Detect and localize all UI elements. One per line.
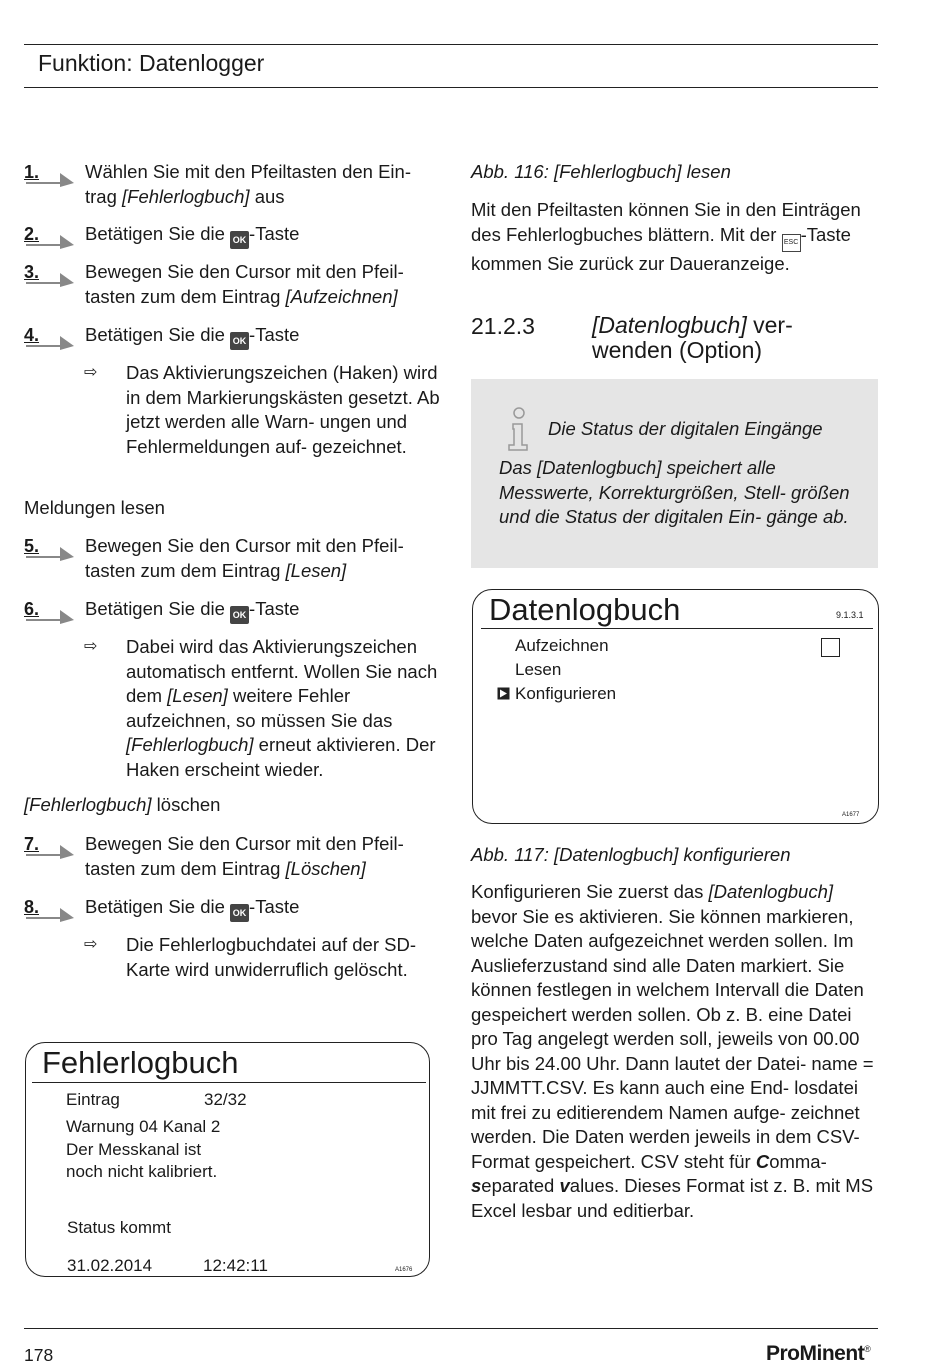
header-rule-top	[24, 44, 878, 45]
esc-key-icon: ESC	[782, 234, 801, 252]
step-emphasis: [Fehlerlogbuch]	[122, 185, 250, 207]
paragraph-text-end: alues. Dieses Format ist z. B. mit MS Excel lesbar und editierbar.	[471, 1175, 874, 1221]
step-text-end: -Taste	[249, 324, 300, 345]
ok-key-icon: OK	[230, 606, 249, 624]
step-arrow-icon	[26, 169, 74, 187]
step-text: Bewegen Sie den Cursor mit den Pfeil- tasten zum dem Eintrag	[85, 261, 404, 307]
result-text: Die Fehlerlogbuchdatei auf der SD- Karte wird unwiderruflich gelöscht.	[126, 934, 416, 980]
info-text: Das [Datenlogbuch] speichert alle Messwerte, Korrekturgrößen, Stell- größen und die Status der digitalen Ein- gänge ab.	[499, 457, 850, 527]
result-text: Dabei wird das Aktivierungszeichen automatisch entfernt. Wollen Sie nach dem	[126, 636, 438, 706]
step-5	[24, 534, 444, 583]
figure-code: A1677	[842, 812, 860, 818]
figure-117-caption: Abb. 117: [Datenlogbuch] konfigurieren	[471, 844, 791, 865]
prominent-logo	[766, 1342, 870, 1366]
step-number: 5.	[24, 536, 40, 556]
result-emphasis: [Lesen]	[167, 685, 228, 706]
logo-pro: Pro	[766, 1342, 800, 1365]
subheading-delete	[24, 794, 220, 816]
step-text: Bewegen Sie den Cursor mit den Pfeil- tasten zum dem Eintrag	[85, 535, 404, 581]
step-text-end: -Taste	[249, 598, 300, 619]
step-arrow-icon	[26, 231, 74, 249]
step-1	[24, 160, 444, 209]
step-3	[24, 260, 444, 309]
step-number: 8.	[24, 897, 40, 917]
csv-s-letter: s	[471, 1175, 482, 1196]
step-arrow-icon	[26, 606, 74, 624]
step-text-end: -Taste	[249, 223, 300, 244]
result-arrow-icon: ⇨	[84, 936, 98, 953]
step-number: 3.	[24, 262, 40, 282]
step-emphasis: [Löschen]	[285, 857, 366, 879]
figure-code: A1676	[395, 1267, 413, 1273]
step-number: 1.	[24, 162, 40, 182]
section-number: 21.2.3	[471, 313, 535, 339]
step-arrow-icon	[26, 332, 74, 350]
step-number: 4.	[24, 325, 40, 345]
step-text: Betätigen Sie die	[85, 324, 231, 345]
log-date: 31.02.2014	[67, 1256, 153, 1275]
csv-v-letter: v	[559, 1175, 570, 1196]
page-number: 178	[24, 1345, 54, 1365]
cursor-play-icon	[497, 687, 510, 700]
screen-title-rule	[481, 628, 873, 629]
page-header-title: Funktion: Datenlogger	[38, 50, 265, 76]
step-text-end: aus	[249, 185, 285, 207]
step-7	[24, 832, 444, 881]
csv-omma: omma-	[769, 1150, 827, 1172]
step-8	[24, 895, 444, 922]
result-arrow-icon: ⇨	[84, 638, 98, 655]
ok-key-icon: OK	[230, 231, 249, 249]
section-title-rest: ver-	[746, 312, 793, 338]
result-1	[84, 361, 444, 459]
paragraph-2	[471, 880, 881, 1223]
step-arrow-icon	[26, 841, 74, 859]
paragraph-text-end: -Taste kommen Sie zurück zur Daueranzeige.	[471, 223, 851, 274]
ok-key-icon: OK	[230, 904, 249, 922]
result-text: Das Aktivierungszeichen (Haken) wird in dem Markierungskästen gesetzt. Ab jetzt werden alle Warn- ungen und Fehlermeldungen auf- gezeichnet.	[126, 362, 440, 457]
paragraph-text: Mit den Pfeiltasten können Sie in den Einträgen des Fehlerlogbuches blättern. Mit der	[471, 199, 861, 245]
info-icon	[505, 407, 533, 451]
step-arrow-icon	[26, 543, 74, 561]
paragraph-text-mid: bevor Sie es aktivieren. Sie können markieren, welche Daten aufgezeichnet werden sollen. Im Auslieferzustand sind alle Daten markiert. Sie können festlegen in welchem Intervall die Daten gespeichert werden sollen. Ob z. B. eine Datei pro Tag angelegt werden soll, jeweils von 00.00 Uhr bis 24.00 Uhr. Dann lautet der Datei- name = JJMMTT.CSV. Es kann auch eine End- losdatei mit frei zu editierendem Namen aufge- zeichnet werden. Die Daten werden jeweils in dem CSV-Format gespeichert. CSV steht für	[471, 905, 874, 1172]
menu-code: 9.1.3.1	[836, 610, 864, 620]
menu-item-konfigurieren[interactable]: Konfigurieren	[515, 684, 617, 703]
step-emphasis: [Aufzeichnen]	[285, 285, 398, 307]
info-box	[471, 379, 878, 568]
paragraph-emphasis: [Datenlogbuch]	[708, 881, 833, 902]
screen-title: Fehlerlogbuch	[42, 1045, 239, 1080]
step-arrow-icon	[26, 904, 74, 922]
screen-title-rule	[32, 1082, 426, 1083]
status-text: Status kommt	[67, 1218, 171, 1237]
ok-key-icon: OK	[230, 332, 249, 350]
info-title: Die Status der digitalen Eingänge	[548, 418, 823, 439]
step-text: Wählen Sie mit den Pfeiltasten den Ein- trag	[85, 161, 411, 207]
menu-item-lesen[interactable]: Lesen	[515, 660, 562, 679]
step-emphasis: [Lesen]	[285, 559, 347, 581]
step-4	[24, 323, 444, 350]
step-number: 7.	[24, 834, 40, 854]
aufzeichnen-checkbox[interactable]	[821, 638, 840, 657]
step-text: Betätigen Sie die	[85, 896, 231, 917]
log-time: 12:42:11	[203, 1256, 268, 1275]
result-3	[84, 933, 444, 982]
message-line-1: Warnung 04 Kanal 2	[66, 1117, 221, 1136]
section-title	[592, 313, 793, 363]
message-line-2: Der Messkanal ist	[66, 1140, 202, 1159]
csv-c-letter: C	[755, 1150, 770, 1172]
menu-item-aufzeichnen[interactable]: Aufzeichnen	[515, 636, 609, 655]
result-text-mid: weitere Fehler aufzeichnen, so müssen Sie das	[126, 685, 393, 731]
step-2	[24, 222, 444, 249]
entry-value: 32/32	[204, 1090, 247, 1109]
datenlogbuch-screen	[472, 589, 879, 824]
section-title-emphasis: [Datenlogbuch]	[592, 312, 747, 338]
result-emphasis-2: [Fehlerlogbuch]	[126, 734, 254, 755]
step-text: Betätigen Sie die	[85, 223, 231, 244]
step-number: 6.	[24, 599, 40, 619]
header-rule-bottom	[24, 87, 878, 88]
entry-label: Eintrag	[66, 1090, 120, 1109]
section-title-line2: wenden (Option)	[592, 337, 763, 363]
result-2	[84, 635, 444, 782]
step-arrow-icon	[26, 269, 74, 287]
logo-registered: ®	[864, 1344, 871, 1354]
paragraph-text: Konfigurieren Sie zuerst das	[471, 881, 709, 902]
step-text-end: -Taste	[249, 896, 300, 917]
step-text: Bewegen Sie den Cursor mit den Pfeil- tasten zum dem Eintrag	[85, 833, 404, 879]
figure-116-caption: Abb. 116: [Fehlerlogbuch] lesen	[471, 161, 731, 182]
step-text: Betätigen Sie die	[85, 598, 231, 619]
result-arrow-icon: ⇨	[84, 364, 98, 381]
step-number: 2.	[24, 224, 40, 244]
paragraph-1	[471, 198, 881, 276]
fehlerlogbuch-screen	[25, 1042, 430, 1277]
footer-rule	[24, 1328, 878, 1329]
subheading-read: Meldungen lesen	[24, 497, 165, 518]
result-text-end: erneut aktivieren. Der Haken erscheint wieder.	[126, 734, 436, 780]
step-6	[24, 597, 444, 624]
screen-title: Datenlogbuch	[489, 592, 681, 627]
logo-minent: Minent	[799, 1342, 865, 1365]
message-line-3: noch nicht kalibriert.	[66, 1162, 218, 1181]
csv-eparated: eparated	[481, 1175, 560, 1196]
subheading-emphasis: [Fehlerlogbuch]	[24, 794, 152, 815]
subheading-text: löschen	[151, 794, 221, 815]
